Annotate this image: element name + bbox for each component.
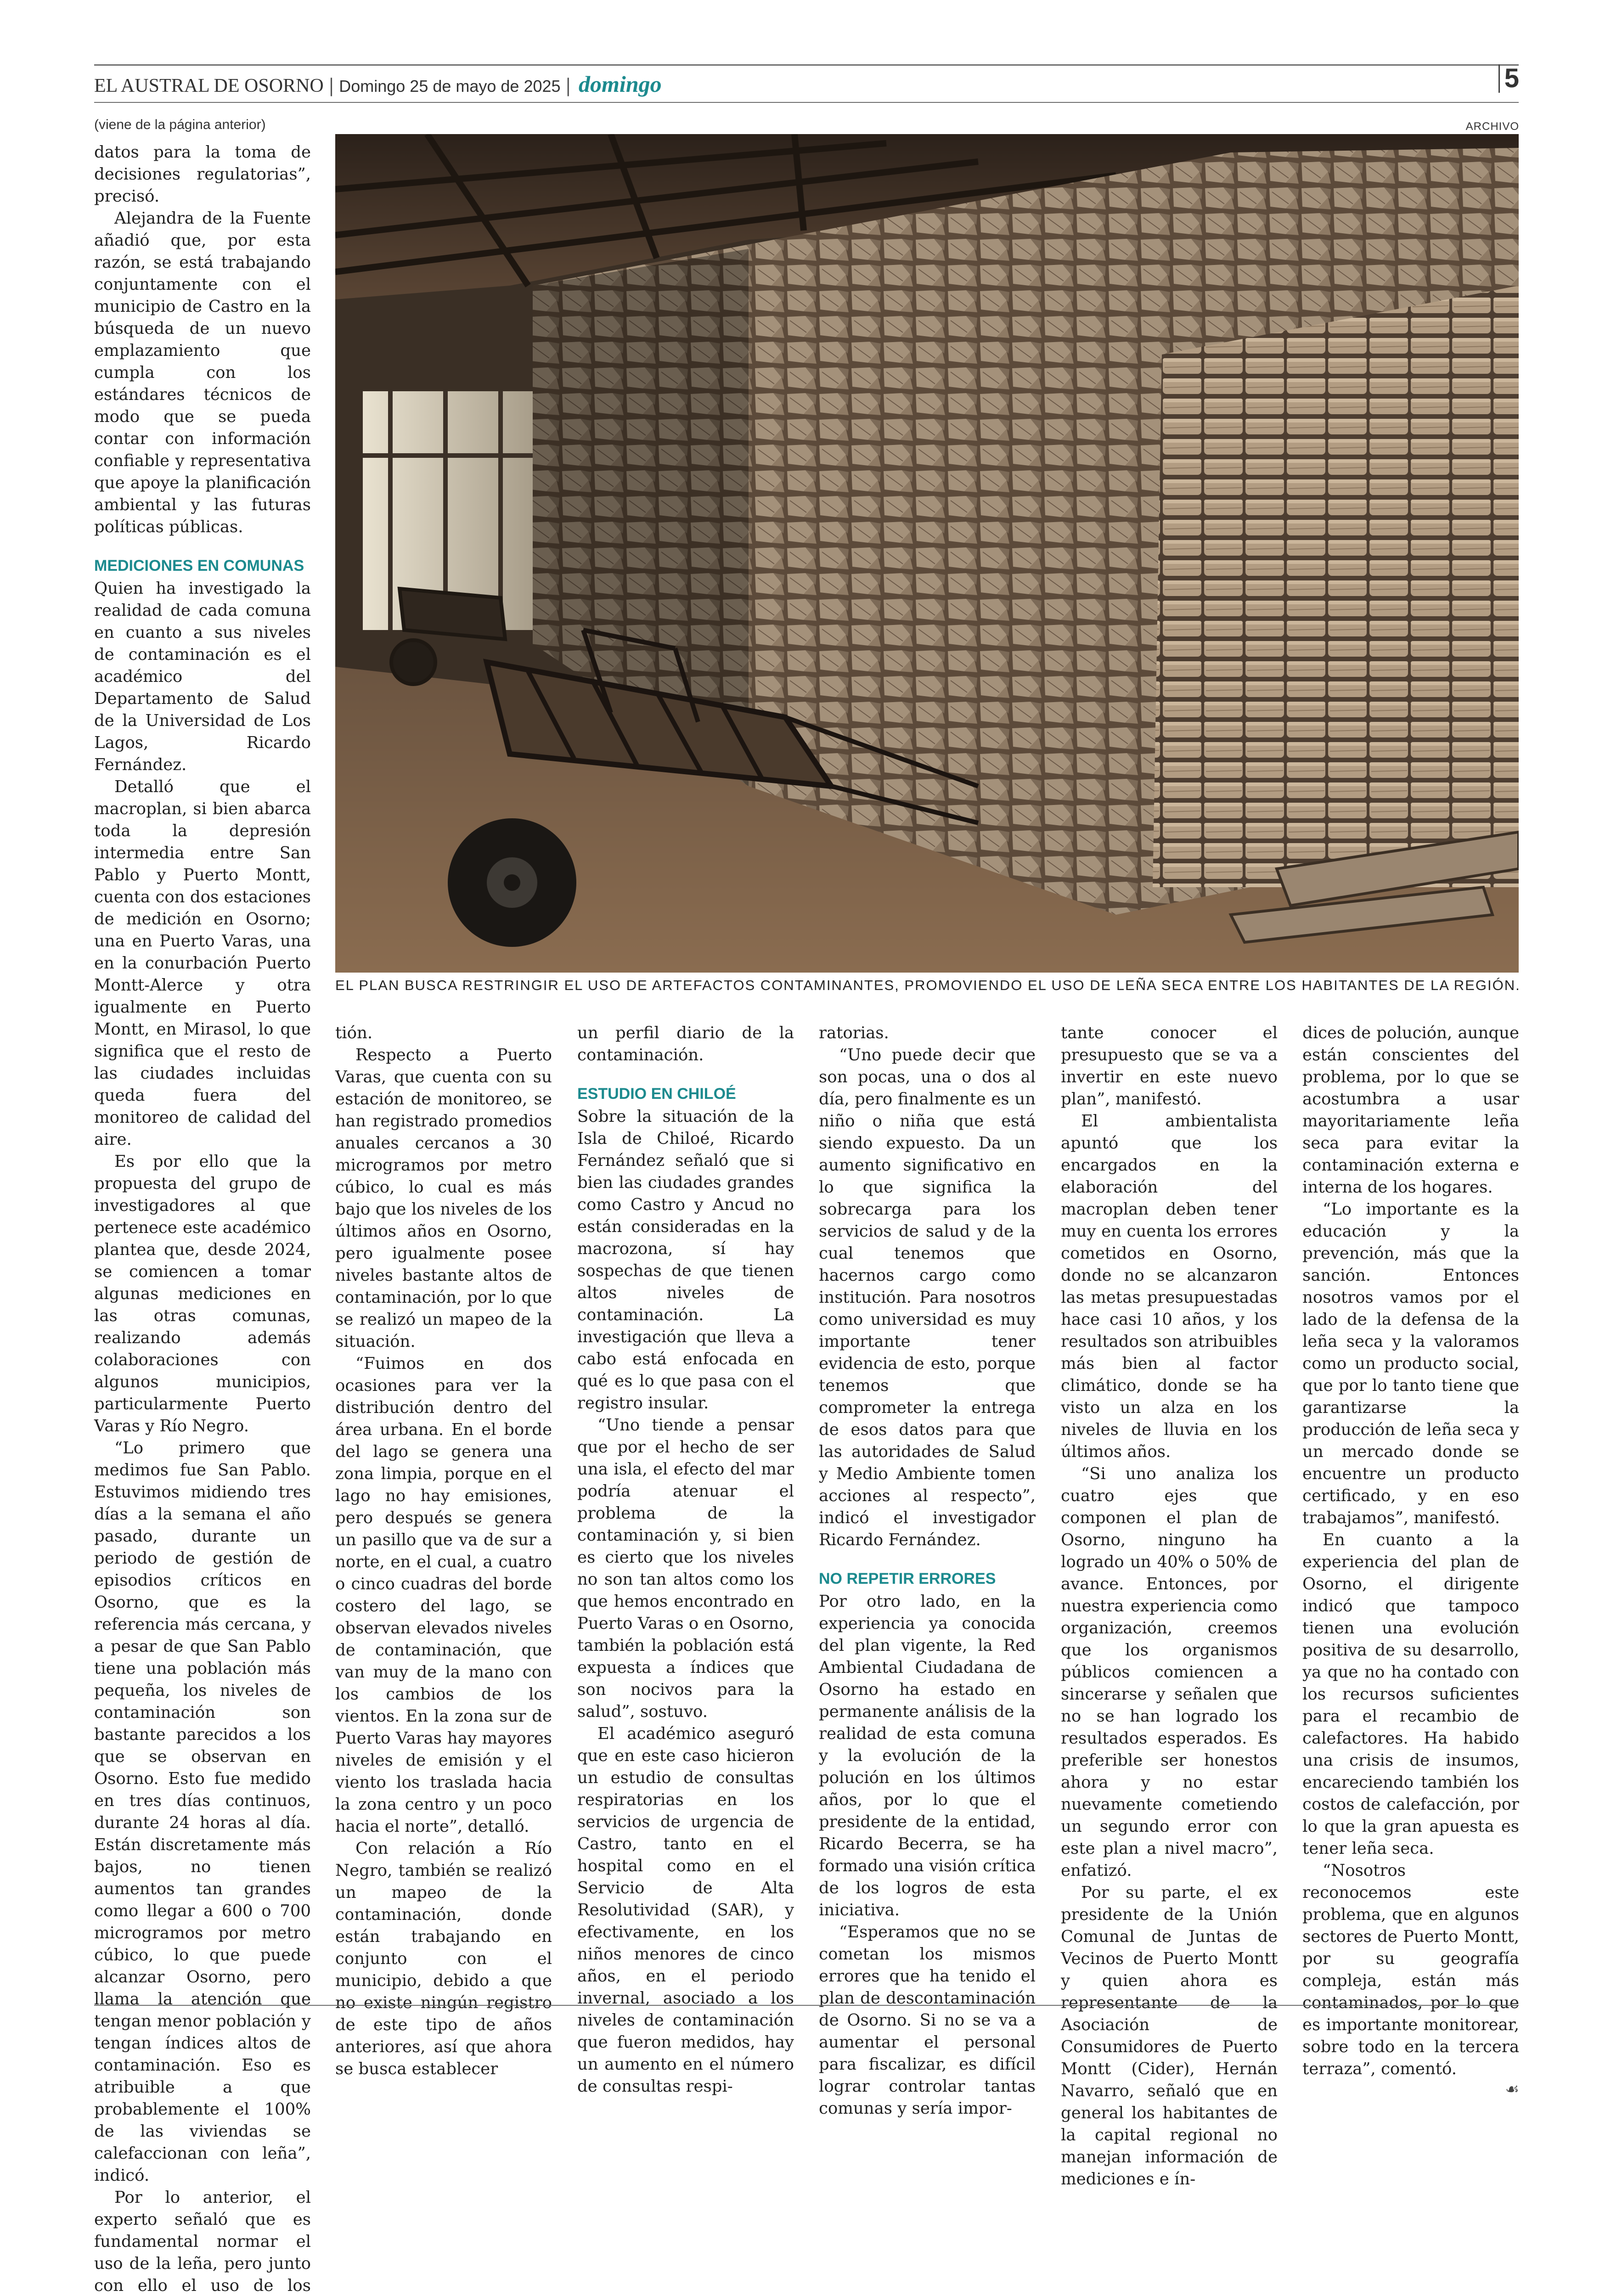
article-paragraph: Detalló que el macroplan, si bien abarca toda la depresión intermedia entre San Pablo y Puerto Montt, cuenta con dos estaciones de medición en Osorno; una en Puerto Varas, una en la conurbación Puerto Montt-Alerce y otra igualmente en Puerto Montt, en Mirasol, lo que significa que el resto de las ciudades incluidas queda fuera del monitoreo de calidad del aire. [94, 777, 311, 1149]
section-name: domingo [579, 71, 662, 97]
article-paragraph: Es por ello que la propuesta del grupo de investigadores al que pertenece este académico plantea que, desde 2024, se comiencen a tomar algunas mediciones en las otras comunas, realizando además colaboraciones con algunos municipios, particularmente Puerto Varas y Río Negro. [94, 1152, 311, 1435]
article-column-2 [335, 1022, 552, 2080]
article-paragraph: dices de polución, aunque están conscientes del problema, por lo que se acostumbra a usar mayoritariamente leña seca para evitar la contaminación externa e interna de los hogares. [1302, 1024, 1519, 1197]
article-paragraph: un perfil diario de la contaminación. [577, 1024, 794, 1064]
bottom-rule [94, 2005, 1519, 2006]
article-paragraph: tión. [335, 1024, 373, 1042]
continuation-note: (viene de la página anterior) [94, 117, 266, 132]
header-separator: | [565, 75, 572, 96]
article-paragraph: El académico aseguró que en este caso hicieron un estudio de consultas respiratorias en los servicios de urgencia de Castro, tanto en el hospital como en el Servicio de Alta Resolutividad (SAR), y efectivamente, en los niños menores de cinco años, en el periodo invernal, asociado a los niveles de contaminación que fueron medidos, hay un aumento en el número de consultas respi- [577, 1724, 794, 2096]
article-column-5 [1061, 1022, 1278, 2190]
article-paragraph: Por lo anterior, el experto señaló que es fundamental normar el uso de la leña, pero junto con ello el uso de los [94, 2188, 311, 2295]
article-paragraph: Con relación a Río Negro, también se realizó un mapeo de la contaminación, donde están trabajando en conjunto con el municipio, debido a que no existe ningún registro de este tipo de años anteriores, así que ahora se busca establecer [335, 1839, 552, 2078]
article-column-3 [577, 1022, 794, 2098]
article-paragraph: ratorias. [819, 1024, 889, 1042]
article-paragraph: Por otro lado, en la experiencia ya conocida del plan vigente, la Red Ambiental Ciudadana de Osorno ha estado en permanente análisis de la realidad de esta comuna y la evolución de la polución en los últimos años, por lo que el presidente de la entidad, Ricardo Becerra, se ha formado una visión crítica de los logros de esta iniciativa. [819, 1592, 1036, 1919]
article-paragraph: “Lo importante es la educación y la prevención, más que la sanción. Entonces nosotros vamos por el lado de la defensa de la leña seca y la valoramos como un producto social, que por lo tanto tiene que garantizarse la producción de leña seca y un mercado donde se encuentre un producto certificado, y en eso trabajamos”, manifestó. [1302, 1200, 1519, 1527]
top-rule [94, 64, 1519, 66]
article-paragraph: “Lo primero que medimos fue San Pablo. Estuvimos midiendo tres días a la semana el año pasado, durante un periodo de gestión de episodios críticos en Osorno, que es la referencia más cercana, y a pesar de que San Pablo tiene una población más pequeña, los niveles de contaminación son bastante parecidos a los que se observan en Osorno. Esto fue medido en tres días continuos, durante 24 horas al día. Están discretamente más bajos, no tienen aumentos tan grandes como llegar a 600 o 700 microgramos por metro cúbico, lo que puede alcanzar Osorno, pero llama la atención que tengan menor población y tengan índices altos de contaminación. Eso es atribuible a que probablemente el 100% de las viviendas se calefaccionan con leña”, indicó. [94, 1439, 311, 2185]
article-paragraph: “Fuimos en dos ocasiones para ver la distribución dentro del área urbana. En el borde del lago se genera una zona limpia, porque en el lago no hay emisiones, pero después se genera un pasillo que va de sur a norte, en el cual, a cuatro o cinco cuadras del borde costero del lago, se observan elevados niveles de contaminación, que van muy de la mano con los cambios de los vientos. En la zona sur de Puerto Varas hay mayores niveles de emisión y el viento los traslada hacia la zona centro y un poco hacia el norte”, detalló. [335, 1354, 552, 1836]
article-paragraph: El ambientalista apuntó que los encargados en la elaboración del macroplan deben tener muy en cuenta los errores cometidos en Osorno, donde no se alcanzaron las metas presupuestadas hace casi 10 años, y los resultados son atribuibles más bien al factor climático, donde se ha visto un alza en los niveles de lluvia en los últimos años. [1061, 1112, 1278, 1461]
article-column-4 [819, 1022, 1036, 2120]
article-paragraph: “Uno tiende a pensar que por el hecho de ser una isla, el efecto del mar podría atenuar el problema de la contaminación y, si bien es cierto que los niveles no son tan altos como los que hemos encontrado en Puerto Varas o en Osorno, también la población está expuesta a índices que son nocivos para la salud”, sostuvo. [577, 1416, 794, 1721]
article-paragraph: Por su parte, el ex presidente de la Unión Comunal de Juntas de Vecinos de Puerto Montt y quien ahora es representante de la Asociación de Consumidores de Puerto Montt (Cider), Hernán Navarro, señaló que en general los habitantes de la capital regional no manejan información de mediciones e ín- [1061, 1883, 1278, 2189]
header-rule [94, 102, 1519, 103]
article-paragraph: “Nosotros reconocemos este problema, que en algunos sectores de Puerto Montt, por su geografía compleja, están más contaminados, por lo que es importante monitorear, sobre todo en la tercera terraza”, comentó. [1302, 1861, 1519, 2078]
article-paragraph: datos para la toma de decisiones regulatorias”, precisó. [94, 143, 311, 206]
section-subheading: MEDICIONES EN COMUNAS [94, 557, 304, 574]
article-paragraph: Respecto a Puerto Varas, que cuenta con su estación de monitoreo, se han registrado promedios anuales cercanos a 30 microgramos por metro cúbico, lo cual es más bajo que los niveles de los últimos años en Osorno, pero igualmente posee niveles bastante altos de contaminación, por lo que se realizó un mapeo de la situación. [335, 1046, 552, 1351]
section-subheading: ESTUDIO EN CHILOÉ [577, 1085, 736, 1103]
section-subheading: NO REPETIR ERRORES [819, 1570, 996, 1587]
publication-date: Domingo 25 de mayo de 2025 [339, 77, 561, 96]
article-column-1 [94, 141, 311, 2296]
article-paragraph: Quien ha investigado la realidad de cada comuna en cuanto a sus niveles de contaminación es el académico del Departamento de Salud de la Universidad de Los Lagos, Ricardo Fernández. [94, 579, 311, 774]
article-paragraph: “Uno puede decir que son pocas, una o dos al día, pero finalmente es un niño o niña que está siendo expuesto. Da un aumento significativo en lo que significa la sobrecarga para los servicios de salud y de la cual tenemos que hacernos cargo como institución. Para nosotros como universidad es muy importante tener evidencia de esto, porque tenemos que comprometer la entrega de esos datos para que las autoridades de Salud y Medio Ambiente tomen acciones al respecto”, indicó el investigador Ricardo Fernández. [819, 1046, 1036, 1549]
page-header [94, 71, 662, 97]
header-separator: | [328, 75, 335, 96]
article-paragraph: “Si uno analiza los cuatro ejes que componen el plan de Osorno, ninguno ha logrado un 40% o 50% de avance. Entonces, por nuestra experiencia como organización, creemos que los organismos públicos comiencen a sincerarse y señalen que no se han logrado los resultados esperados. Es preferible ser honestos ahora y no estar nuevamente cometiendo un segundo error con este plan a nivel macro”, enfatizó. [1061, 1464, 1278, 1880]
article-end-mark: ☙ [1505, 2080, 1519, 2099]
article-paragraph: “Esperamos que no se cometan los mismos errores que ha tenido el plan de descontaminación de Osorno. Si no se va a aumentar el personal para fiscalizar, es difícil lograr controlar tantas comunas y sería impor- [819, 1923, 1036, 2118]
page-number: 5 [1498, 64, 1519, 93]
article-column-6 [1302, 1022, 1519, 2099]
photo-caption: EL PLAN BUSCA RESTRINGIR EL USO DE ARTEFACTOS CONTAMINANTES, PROMOVIENDO EL USO DE LEÑA SECA ENTRE LOS HABITANTES DE LA REGIÓN. [335, 977, 1521, 993]
firewood-photo [335, 134, 1519, 973]
publication-name: EL AUSTRAL DE OSORNO [94, 75, 324, 96]
article-paragraph: Sobre la situación de la Isla de Chiloé, Ricardo Fernández señaló que si bien las ciudades grandes como Castro y Ancud no están consideradas en la macrozona, sí hay sospechas de que tienen altos niveles de contaminación. La investigación que lleva a cabo está enfocada en qué es lo que pasa con el registro insular. [577, 1107, 794, 1412]
article-paragraph: Alejandra de la Fuente añadió que, por esta razón, se está trabajando conjuntamente con el municipio de Castro en la búsqueda de un nuevo emplazamiento que cumpla con los estándares técnicos de modo que se pueda contar con información confiable y representativa que apoye la planificación ambiental y las futuras políticas públicas. [94, 209, 311, 536]
article-paragraph: En cuanto a la experiencia del plan de Osorno, el dirigente indicó que tampoco tienen una evolución positiva de su desarrollo, ya que no ha contado con los recursos suficientes para el recambio de calefactores. Ha habido una crisis de insumos, encareciendo también los costos de calefacción, por lo que la gran apuesta es tener leña seca. [1302, 1531, 1519, 1858]
article-paragraph: tante conocer el presupuesto que se va a invertir en este nuevo plan”, manifestó. [1061, 1024, 1278, 1109]
firewood-illustration [335, 134, 1519, 973]
photo-credit: ARCHIVO [1465, 120, 1519, 133]
